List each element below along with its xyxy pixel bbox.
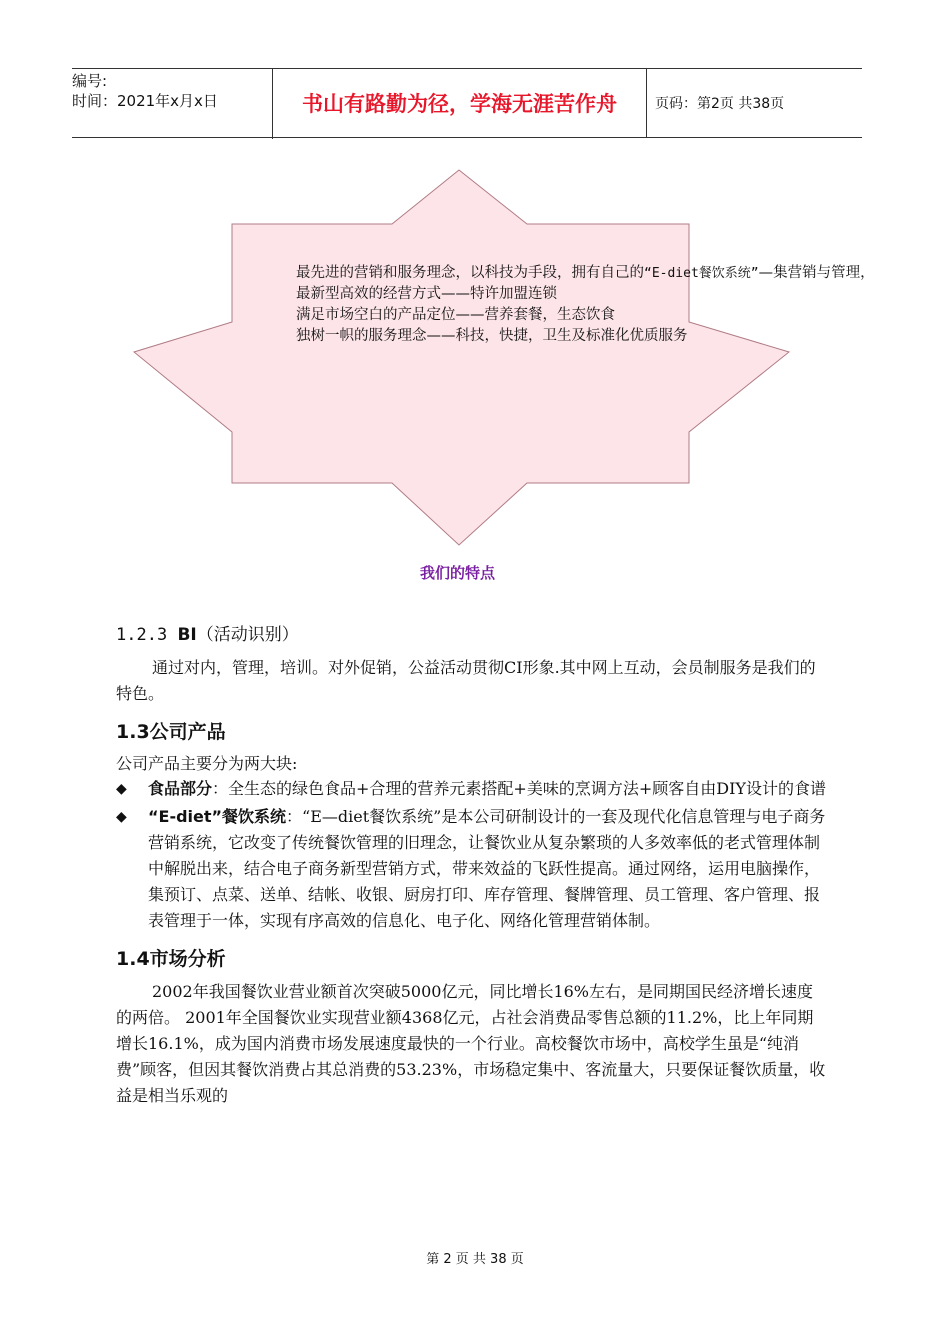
serial-label: 编号: <box>72 72 108 90</box>
section-bi-text: 通过对内，管理，培训。对外促销，公益活动贯彻CI形象.其中网上互动，会员制服务是我们的特色。 <box>116 658 816 703</box>
item-text: ：全生态的绿色食品+合理的营养元素搭配+美味的烹调方法+顾客自由DIY设计的食谱 <box>212 779 826 798</box>
diamond-bullet-icon: ◆ <box>116 809 127 825</box>
section-market-text: 2002年我国餐饮业营业额首次突破5000亿元，同比增长16%左右，是同期国民经济增长速度的两倍。 2001年全国餐饮业实现营业额4368亿元，占社会消费品零售总额的11.2%，比上年同期增长16.1%，成为国内消费市场发展速度最快的一个行业。高校餐饮市场中，高校学生虽是“纯消费”顾客，但因其餐饮消费占其总消费的53.23%，市场稳定集中、客流量大，只要保证餐饮质量，收益是相当乐观的 <box>116 982 826 1105</box>
item-title: “E-diet”餐饮系统 <box>148 807 287 826</box>
page-footer: 第 2 页 共 38 页 <box>426 1252 524 1267</box>
section-bi-heading: 1.2.3 BI（活动识别） <box>116 625 299 645</box>
list-item <box>116 776 826 802</box>
main-content <box>116 620 826 1109</box>
item-title: 食品部分 <box>148 779 213 798</box>
page-info: 页码：第2页 共38页 <box>655 96 785 112</box>
diamond-bullet-icon: ◆ <box>116 781 127 797</box>
star-line-3: 满足市场空白的产品定位——营养套餐，生态饮食 <box>296 307 615 323</box>
star-line-1: 最先进的营销和服务理念，以科技为手段，拥有自己的“E-diet餐饮系统”—集营销与管理， <box>296 265 875 281</box>
section-market-heading: 1.4市场分析 <box>116 948 226 970</box>
star-caption: 我们的特点 <box>420 564 496 582</box>
star-polygon <box>134 170 789 545</box>
star-text-block <box>296 263 950 347</box>
item-text: ：“E—diet餐饮系统”是本公司研制设计的一套及现代化信息管理与电子商务营销系统，它改变了传统餐饮管理的旧理念，让餐饮业从复杂繁琐的人多效率低的老式管理体制中解脱出来，结合电子商务新型营销方式，带来效益的飞跃性提高。通过网络，运用电脑操作，集预订、点菜、送单、结帐、收银、厨房打印、库存管理、餐牌管理、员工管理、客户管理、报表管理于一体，实现有序高效的信息化、电子化、网络化管理营销体制。 <box>148 807 826 930</box>
section-products-heading: 1.3公司产品 <box>116 721 226 743</box>
section-products-intro: 公司产品主要分为两大块: <box>116 754 298 773</box>
product-list <box>116 776 826 934</box>
time-label: 时间：2021年x月x日 <box>72 92 218 110</box>
list-item <box>116 804 826 934</box>
star-line-2: 最新型高效的经营方式——特许加盟连锁 <box>296 286 557 302</box>
motto: 书山有路勤为径，学海无涯苦作舟 <box>302 92 617 116</box>
star-line-4: 独树一帜的服务理念——科技，快捷，卫生及标准化优质服务 <box>296 328 688 344</box>
